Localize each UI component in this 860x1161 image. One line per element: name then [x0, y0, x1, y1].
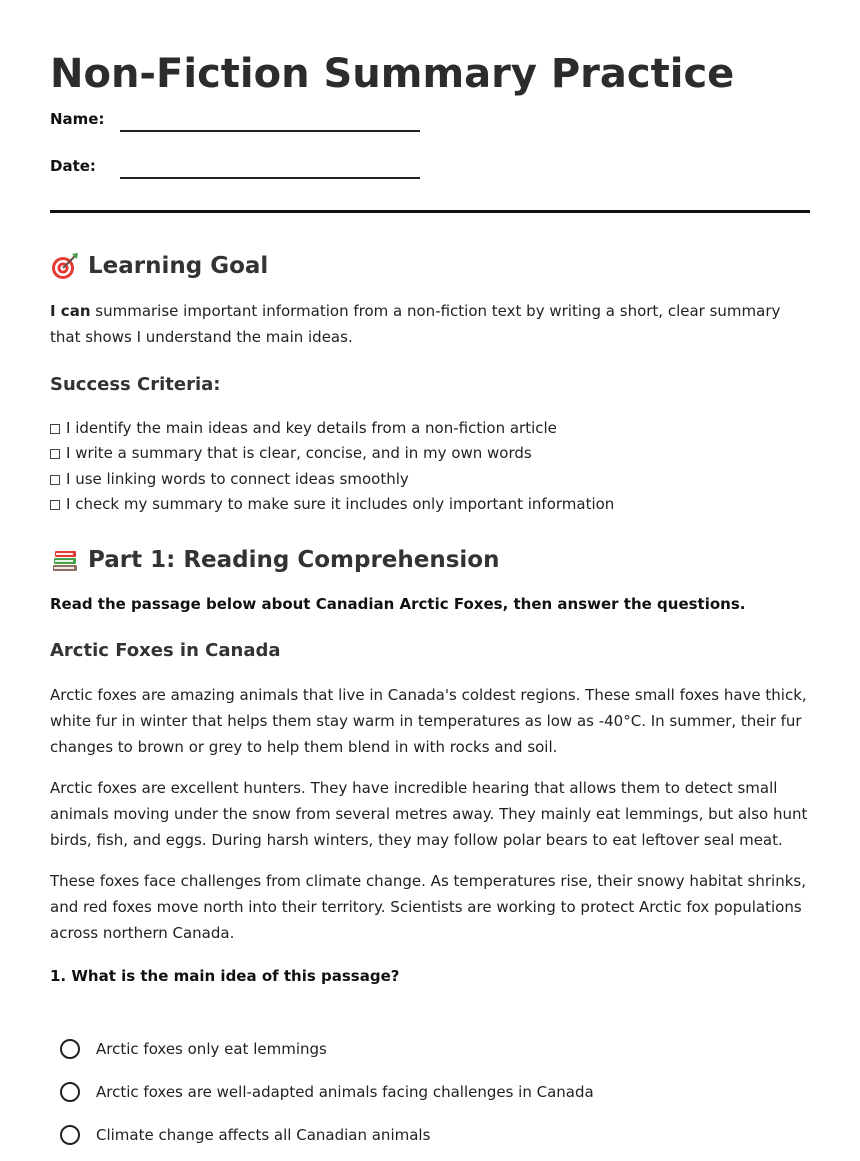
target-icon [50, 251, 80, 281]
part1-heading [50, 545, 810, 575]
checkbox-icon[interactable] [50, 475, 60, 485]
article-title: Arctic Foxes in Canada [50, 639, 281, 661]
name-label: Name: [50, 110, 105, 128]
criteria-item: I write a summary that is clear, concise, and in my own words [50, 441, 810, 466]
name-field-row [50, 108, 810, 155]
criteria-item: I use linking words to connect ideas smoothly [50, 467, 810, 492]
radio-button[interactable] [60, 1039, 80, 1059]
name-input-line[interactable] [120, 108, 420, 132]
checkbox-icon[interactable] [50, 500, 60, 510]
criteria-item: I check my summary to make sure it includes only important information [50, 492, 810, 517]
criteria-item: I identify the main ideas and key details from a non-fiction article [50, 416, 810, 441]
date-field-row [50, 155, 810, 202]
part1-title: Part 1: Reading Comprehension [88, 546, 500, 573]
learning-goal-title: Learning Goal [88, 253, 269, 279]
answer-option-label: Arctic foxes only eat lemmings [96, 1040, 327, 1059]
date-input-line[interactable] [120, 155, 420, 179]
radio-button[interactable] [60, 1082, 80, 1102]
part1-instruction: Read the passage below about Canadian Arctic Foxes, then answer the questions. [50, 594, 746, 613]
answer-option-label: Climate change affects all Canadian animals [96, 1126, 431, 1145]
answer-option[interactable] [60, 1071, 810, 1114]
section-divider [50, 210, 810, 213]
books-icon [50, 545, 80, 575]
passage-paragraph: Arctic foxes are amazing animals that live in Canada's coldest regions. These small foxes have thick, white fur in winter that helps them stay warm in temperatures as low as -40°C. In summer, their fur changes to brown or grey to help them blend in with rocks and soil. [50, 685, 807, 756]
question-1-options [60, 1028, 810, 1157]
passage-paragraph: Arctic foxes are excellent hunters. They have incredible hearing that allows them to detect small animals moving under the snow from several metres away. They mainly eat lemmings, but also hunt birds, fish, and eggs. During harsh winters, they may follow polar bears to eat leftover seal meat. [50, 778, 808, 849]
success-criteria-heading: Success Criteria: [50, 374, 221, 395]
radio-button[interactable] [60, 1125, 80, 1145]
answer-option[interactable] [60, 1028, 810, 1071]
learning-goal-body: summarise important information from a non-fiction text by writing a short, clear summary that shows I understand the main ideas. [50, 302, 781, 346]
answer-option[interactable] [60, 1114, 810, 1157]
learning-goal-text [50, 298, 810, 350]
page-title: Non-Fiction Summary Practice [50, 51, 735, 97]
checkbox-icon[interactable] [50, 449, 60, 459]
question-1: 1. What is the main idea of this passage? [50, 966, 400, 985]
checkbox-icon[interactable] [50, 424, 60, 434]
success-criteria-list [50, 416, 810, 518]
passage-paragraph: These foxes face challenges from climate change. As temperatures rise, their snowy habitat shrinks, and red foxes move north into their territory. Scientists are working to protect Arctic fox populations across northern Canada. [50, 871, 806, 942]
learning-goal-lead: I can [50, 302, 91, 320]
answer-option-label: Arctic foxes are well-adapted animals facing challenges in Canada [96, 1083, 594, 1102]
reading-passage [50, 682, 810, 946]
learning-goal-heading [50, 251, 810, 281]
date-label: Date: [50, 157, 96, 175]
